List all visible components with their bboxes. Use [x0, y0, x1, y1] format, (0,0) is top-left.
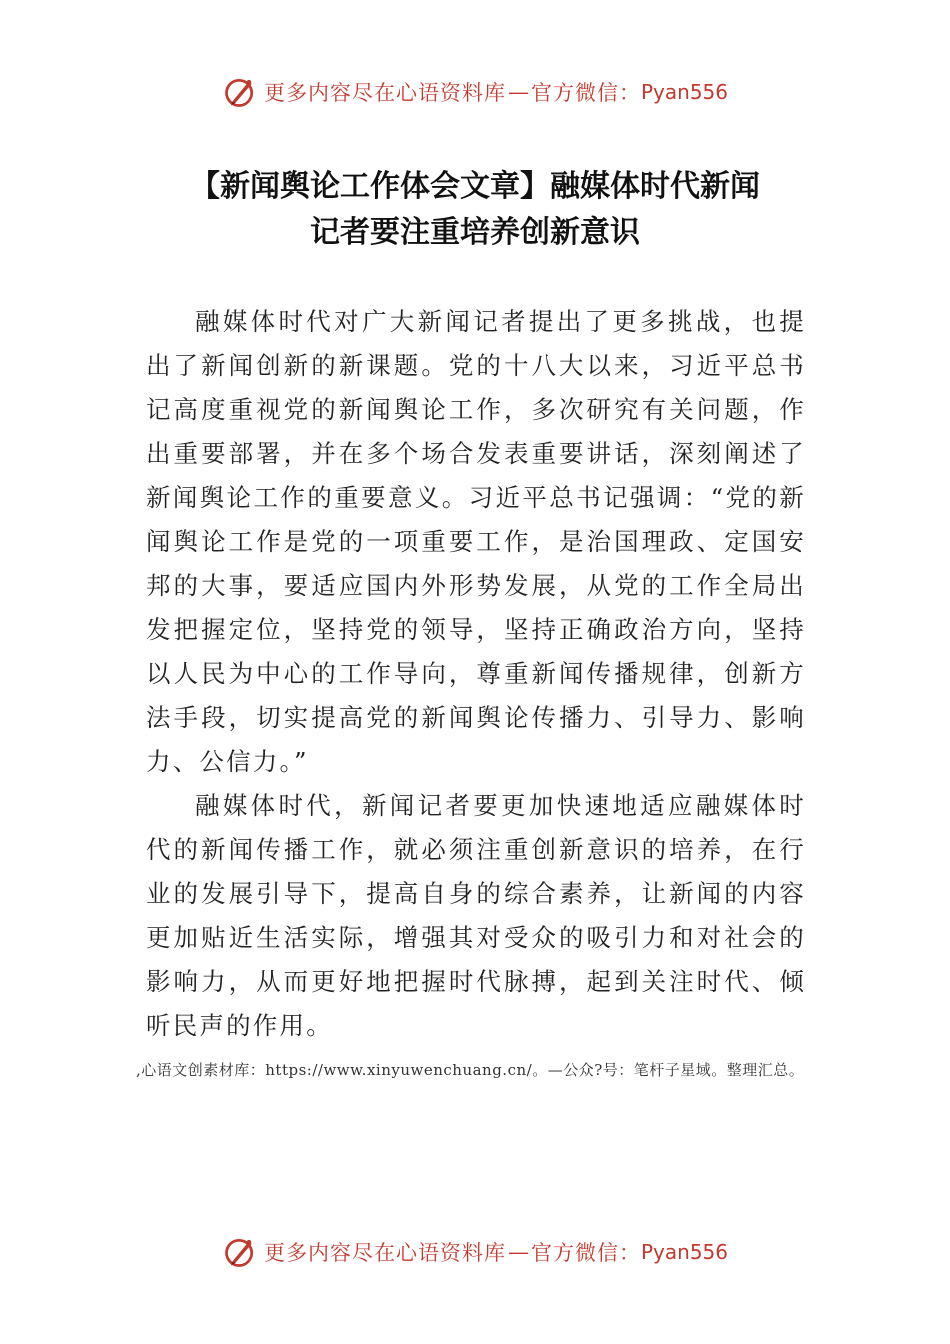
banner-wechat-id: Pyan556	[640, 1240, 728, 1264]
banner-brand-text: 更多内容尽在心语资料库	[263, 1241, 506, 1265]
title-line-2: 记者要注重培养创新意识	[310, 215, 640, 250]
banner-separator: —	[507, 80, 529, 104]
banner-wechat-id: Pyan556	[640, 80, 728, 104]
source-footnote: ,心语文创素材库：https://www.xinyuwenchuang.cn/。—公众?号：笔杆子星域。整理汇总。	[136, 1061, 805, 1079]
pen-logo-icon	[222, 74, 258, 110]
banner-wechat-label: 官方微信：	[530, 1241, 641, 1265]
document-body	[146, 300, 806, 1048]
banner-brand-text: 更多内容尽在心语资料库	[263, 81, 506, 105]
footer-banner	[0, 1232, 950, 1272]
banner-wechat-label: 官方微信：	[530, 81, 641, 105]
paragraph-1: 融媒体时代对广大新闻记者提出了更多挑战，也提出了新闻创新的新课题。党的十八大以来，习近平总书记高度重视党的新闻舆论工作，多次研究有关问题，作出重要部署，并在多个场合发表重要讲话，深刻阐述了新闻舆论工作的重要意义。习近平总书记强调：“党的新闻舆论工作是党的一项重要工作，是治国理政、定国安邦的大事，要适应国内外形势发展，从党的工作全局出发把握定位，坚持党的领导，坚持正确政治方向，坚持以人民为中心的工作导向，尊重新闻传播规律，创新方法手段，切实提高党的新闻舆论传播力、引导力、影响力、公信力。”	[146, 307, 806, 776]
pen-logo-icon	[222, 1234, 258, 1270]
document-title	[100, 164, 850, 256]
banner-separator: —	[507, 1240, 529, 1264]
paragraph-2: 融媒体时代，新闻记者要更加快速地适应融媒体时代的新闻传播工作，就必须注重创新意识的培养，在行业的发展引导下，提高自身的综合素养，让新闻的内容更加贴近生活实际，增强其对受众的吸引力和对社会的影响力，从而更好地把握时代脉搏，起到关注时代、倾听民声的作用。	[146, 791, 806, 1040]
header-banner	[0, 72, 950, 112]
title-line-1: 【新闻舆论工作体会文章】融媒体时代新闻	[190, 169, 760, 204]
